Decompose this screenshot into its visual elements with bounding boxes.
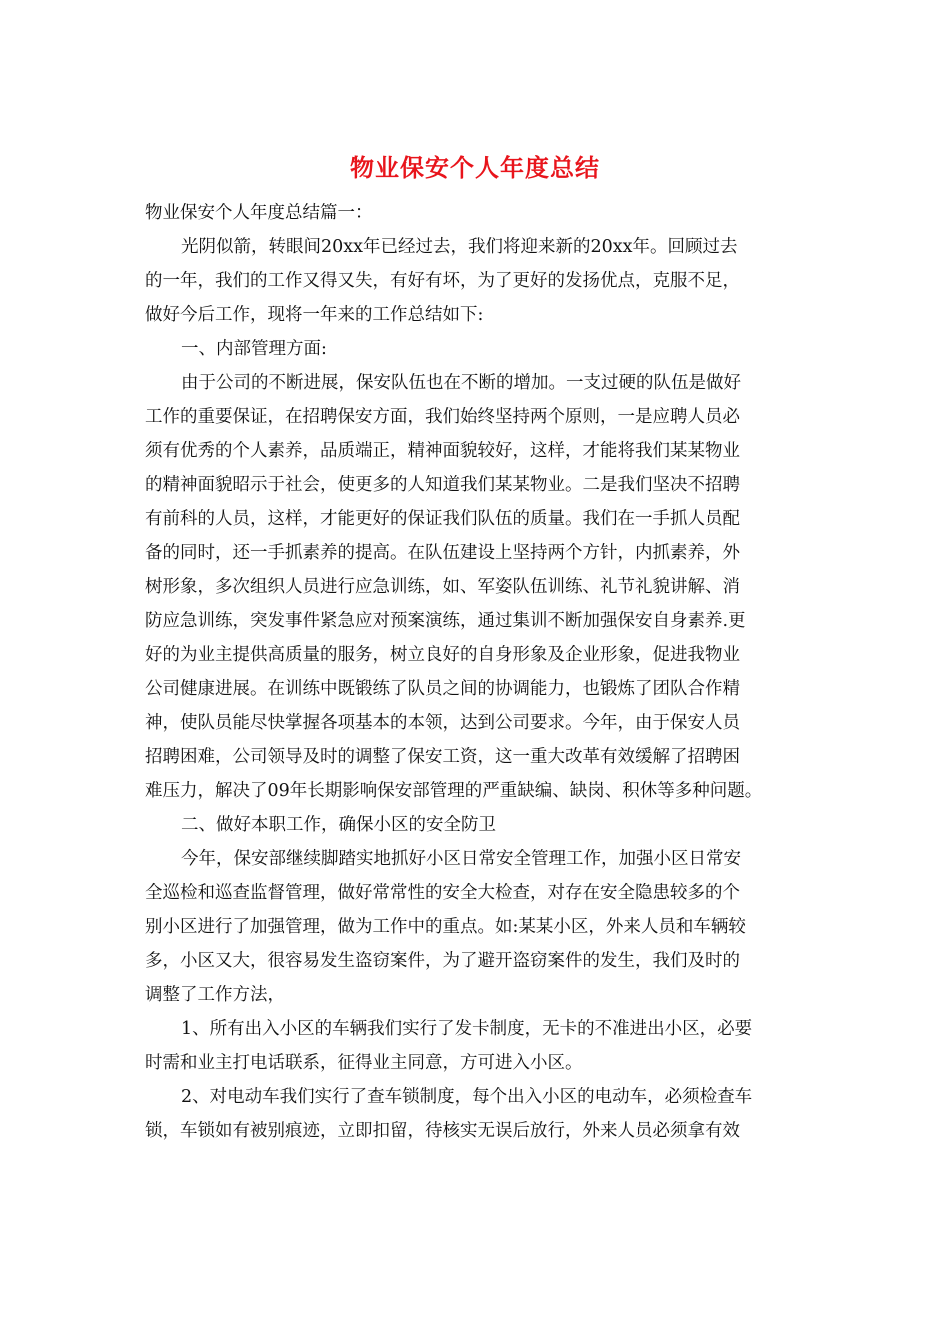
text-line: 别小区进行了加强管理，做为工作中的重点。如:某某小区，外来人员和车辆较: [145, 917, 746, 937]
text-line: 今年，保安部继续脚踏实地抓好小区日常安全管理工作，加强小区日常安: [181, 849, 741, 869]
text-line: 锁，车锁如有被别痕迹，立即扣留，待核实无误后放行，外来人员必须拿有效: [145, 1121, 740, 1141]
text-line: 的精神面貌昭示于社会，使更多的人知道我们某某物业。二是我们坚决不招聘: [145, 475, 740, 495]
text-line: 由于公司的不断进展，保安队伍也在不断的增加。一支过硬的队伍是做好: [181, 373, 741, 393]
text-line: 光阴似箭，转眼间20xx年已经过去，我们将迎来新的20xx年。回顾过去: [181, 237, 738, 257]
text-line: 防应急训练，突发事件紧急应对预案演练，通过集训不断加强保安自身素养.更: [145, 611, 746, 631]
text-line: 全巡检和巡查监督管理，做好常常性的安全大检查，对存在安全隐患较多的个: [145, 883, 740, 903]
document-body: [145, 196, 805, 1148]
paragraph: [145, 1012, 805, 1080]
paragraph: [145, 230, 805, 332]
paragraph: [145, 1080, 805, 1148]
text-line: 树形象，多次组织人员进行应急训练，如、军姿队伍训练、礼节礼貌讲解、消: [145, 577, 740, 597]
paragraph: [145, 332, 805, 366]
paragraph: [145, 196, 805, 230]
text-line: 招聘困难，公司领导及时的调整了保安工资，这一重大改革有效缓解了招聘困: [145, 747, 740, 767]
text-line: 时需和业主打电话联系，征得业主同意，方可进入小区。: [145, 1053, 583, 1073]
paragraph: [145, 366, 805, 808]
text-line: 难压力，解决了09年长期影响保安部管理的严重缺编、缺岗、积休等多种问题。: [145, 781, 763, 801]
text-line: 2、对电动车我们实行了查车锁制度，每个出入小区的电动车，必须检查车: [181, 1087, 753, 1107]
text-line: 1、所有出入小区的车辆我们实行了发卡制度，无卡的不准进出小区，必要: [181, 1019, 753, 1039]
text-line: 须有优秀的个人素养，品质端正，精神面貌较好，这样，才能将我们某某物业: [145, 441, 740, 461]
text-line: 好的为业主提供高质量的服务，树立良好的自身形象及企业形象，促进我物业: [145, 645, 740, 665]
text-line: 一、内部管理方面:: [181, 339, 327, 359]
text-line: 备的同时，还一手抓素养的提高。在队伍建设上坚持两个方针，内抓素养，外: [145, 543, 740, 563]
paragraph: [145, 842, 805, 1012]
text-line: 有前科的人员，这样，才能更好的保证我们队伍的质量。我们在一手抓人员配: [145, 509, 740, 529]
text-line: 工作的重要保证，在招聘保安方面，我们始终坚持两个原则，一是应聘人员必: [145, 407, 740, 427]
text-line: 调整了工作方法，: [145, 985, 285, 1005]
text-line: 做好今后工作，现将一年来的工作总结如下:: [145, 305, 484, 325]
text-line: 神，使队员能尽快掌握各项基本的本领，达到公司要求。今年，由于保安人员: [145, 713, 740, 733]
text-line: 的一年，我们的工作又得又失，有好有坏，为了更好的发扬优点，克服不足，: [145, 271, 740, 291]
text-line: 二、做好本职工作，确保小区的安全防卫: [181, 815, 496, 835]
text-line: 多，小区又大，很容易发生盗窃案件，为了避开盗窃案件的发生，我们及时的: [145, 951, 740, 971]
text-line: 公司健康进展。在训练中既锻练了队员之间的协调能力，也锻炼了团队合作精: [145, 679, 740, 699]
paragraph: [145, 808, 805, 842]
document-title: 物业保安个人年度总结: [350, 153, 600, 182]
text-line: 物业保安个人年度总结篇一：: [145, 203, 373, 223]
